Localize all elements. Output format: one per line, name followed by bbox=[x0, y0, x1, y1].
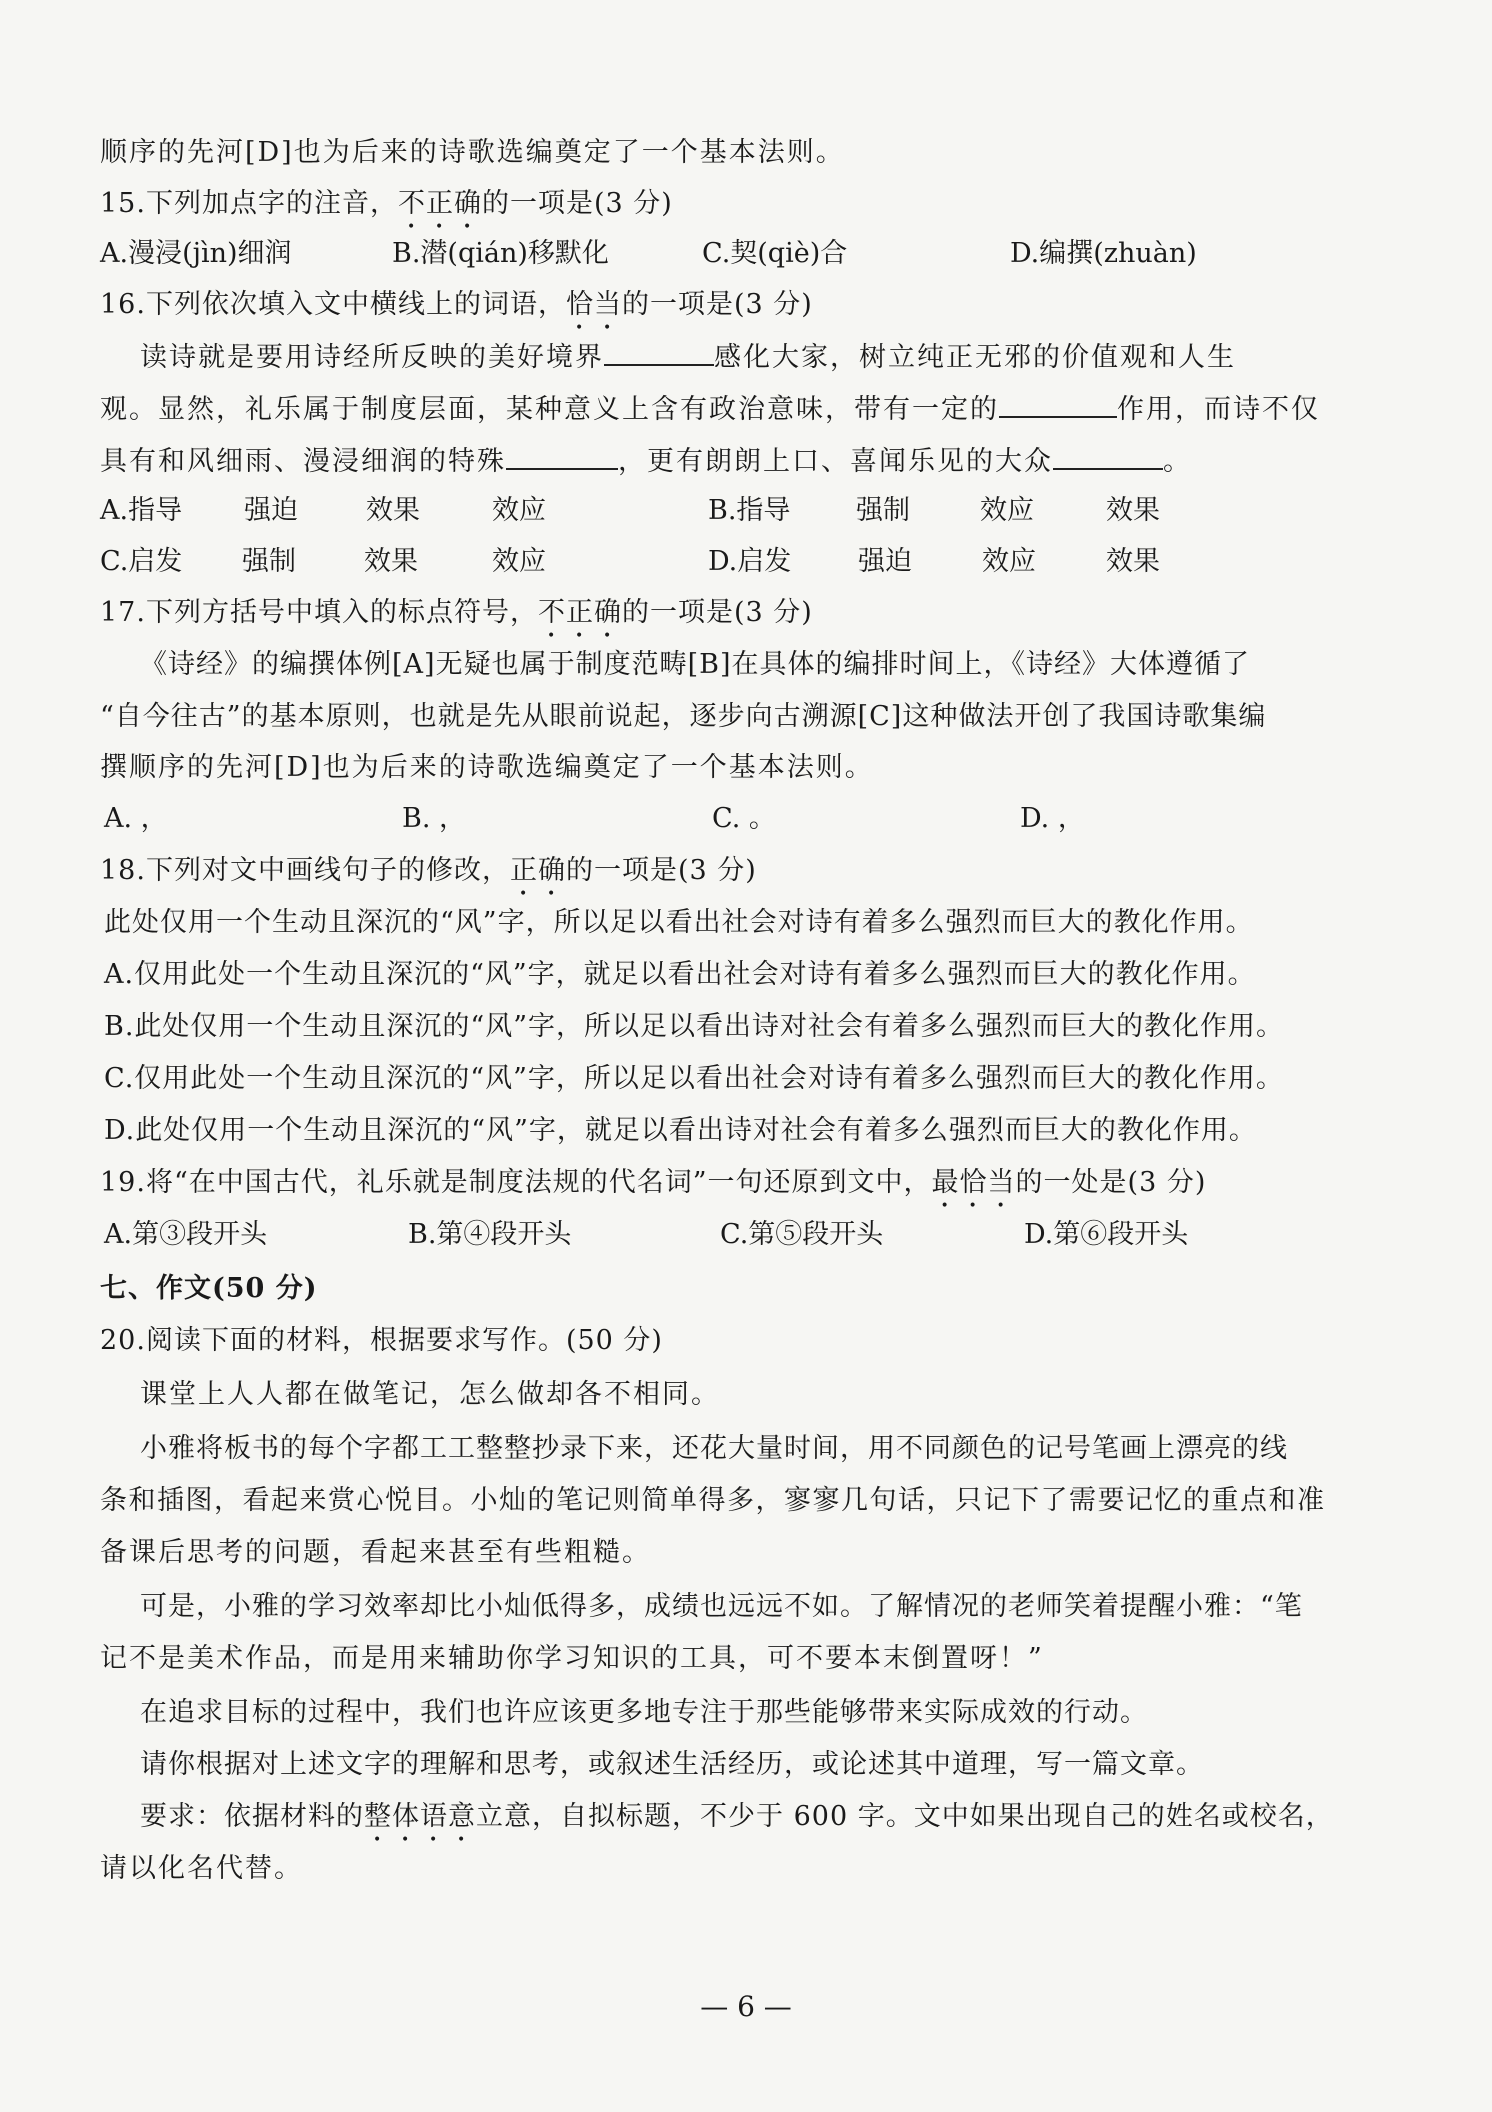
q17-option-b: B. ， bbox=[402, 803, 467, 834]
q19-option-c: C.第⑤段开头 bbox=[720, 1219, 884, 1250]
emphasis-text: 不正确 bbox=[397, 188, 482, 219]
q15-option-c: C.契(qiè)合 bbox=[702, 238, 848, 269]
emphasis-text: 最恰当 bbox=[931, 1167, 1016, 1198]
emphasis-text: 恰当 bbox=[565, 289, 622, 320]
q17-option-d: D. ， bbox=[1020, 803, 1085, 834]
question-17: 17.下列方括号中填入的标点符号，不正确的一项是(3 分) bbox=[100, 597, 813, 628]
q19-option-b: B.第④段开头 bbox=[408, 1219, 572, 1250]
question-20: 20.阅读下面的材料，根据要求写作。(50 分) bbox=[100, 1325, 663, 1356]
emphasis-text: 不正确 bbox=[537, 597, 622, 628]
q20-paragraph-2-line-1: 小雅将板书的每个字都工工整整抄录下来，还花大量时间，用不同颜色的记号笔画上漂亮的线 bbox=[140, 1433, 1288, 1464]
question-18: 18.下列对文中画线句子的修改，正确的一项是(3 分) bbox=[100, 855, 757, 886]
emphasis-text: 整体语意 bbox=[364, 1801, 476, 1832]
q16-passage-line-1: 读诗就是要用诗经所反映的美好境界 感化大家，树立纯正无邪的价值观和人生 bbox=[140, 342, 1236, 373]
continued-text: 顺序的先河[D]也为后来的诗歌选编奠定了一个基本法则。 bbox=[100, 137, 845, 168]
page-number: — 6 — bbox=[700, 1990, 792, 2023]
fill-blank-1 bbox=[604, 342, 714, 366]
section-heading: 七、作文(50 分) bbox=[100, 1273, 318, 1304]
q20-paragraph-2-line-2: 条和插图，看起来赏心悦目。小灿的笔记则简单得多，寥寥几句话，只记下了需要记忆的重点和准 bbox=[100, 1485, 1326, 1516]
q15-option-a: A.漫浸(jìn)细润 bbox=[100, 238, 292, 269]
q20-requirements-line-2: 请以化名代替。 bbox=[100, 1853, 303, 1884]
q20-paragraph-3-line-2: 记不是美术作品，而是用来辅助你学习知识的工具，可不要本末倒置呀！” bbox=[100, 1643, 1044, 1674]
q20-paragraph-1: 课堂上人人都在做笔记，怎么做却各不相同。 bbox=[140, 1379, 720, 1410]
emphasis-text: 正确 bbox=[509, 855, 566, 886]
fill-blank-2 bbox=[999, 394, 1117, 418]
question-19: 19.将“在中国古代，礼乐就是制度法规的代名词”一句还原到文中，最恰当的一处是(3 分) bbox=[100, 1167, 1207, 1198]
q19-option-a: A.第③段开头 bbox=[104, 1219, 268, 1250]
q18-option-b: B.此处仅用一个生动且深沉的“风”字，所以足以看出诗对社会有着多么强烈而巨大的教化作用。 bbox=[104, 1011, 1285, 1042]
q20-requirements: 要求：依据材料的整体语意立意，自拟标题，不少于 600 字。文中如果出现自己的姓名或校名， bbox=[140, 1801, 1334, 1832]
q20-paragraph-4: 在追求目标的过程中，我们也许应该更多地专注于那些能够带来实际成效的行动。 bbox=[140, 1697, 1148, 1728]
q18-stem-sentence: 此处仅用一个生动且深沉的“风”字，所以足以看出社会对诗有着多么强烈而巨大的教化作用。 bbox=[104, 907, 1254, 938]
q20-paragraph-5: 请你根据对上述文字的理解和思考，或叙述生活经历，或论述其中道理，写一篇文章。 bbox=[140, 1749, 1204, 1780]
q17-option-a: A. ， bbox=[104, 803, 168, 834]
exam-page: 顺序的先河[D]也为后来的诗歌选编奠定了一个基本法则。 15.下列加点字的注音，不正确的一项是(3 分) A.漫浸(jìn)细润 B.潜(qián)移默化 C.契(qiè)合 D.编撰(zhuàn) 16.下列依次填入文中横线上的词语，恰当的一项是(3 分) 读诗就是要用诗经所反映的美好境界 感化大家，树立纯正无邪的价值观和人生 观。显然，礼乐属于制度层面，某种意义上含有政治意味，带有一定的 作用，而诗不仅 具有和风细雨、漫浸细润的特殊 ，更有朗朗上口、喜闻乐见的大众 。 A.指导 强迫 效果 效应 B.指导 强制 效应 效果 C.启发 强制 效果 效应 D.启发 强迫 效应 效果 17.下列方括号中填入的标点符号，不正确的一项是(3 分) 《诗经》的编撰体例[A]无疑也属于制度范畴[B]在具体的编排时间上，《诗经》大体遵循了 “自今往古”的基本原则，也就是先从眼前说起，逐步向古溯源[C]这种做法开创了我国诗歌集编 撰顺序的先河[D]也为后来的诗歌选编奠定了一个基本法则。 A. ， B. ， C. 。 D. ， 18.下列对文中画线句子的修改，正确的一项是(3 分) 此处仅用一个生动且深沉的“风”字，所以足以看出社会对诗有着多么强烈而巨大的教化作用。 A.仅用此处一个生动且深沉的“风”字，就足以看出社会对诗有着多么强烈而巨大的教化作用。 B.此处仅用一个生动且深沉的“风”字，所以足以看出诗对社会有着多么强烈而巨大的教化作用。 C.仅用此处一个生动且深沉的“风”字，所以足以看出社会对诗有着多么强烈而巨大的教化作用。 D.此处仅用一个生动且深沉的“风”字，就足以看出诗对社会有着多么强烈而巨大的教化作用。 19.将“在中国古代，礼乐就是制度法规的代名词”一句还原到文中，最恰当的一处是(3 分) A.第③段开头 B.第④段开头 C.第⑤段开头 D.第⑥段开头 七、作文(50 分) 20.阅读下面的材料，根据要求写作。(50 分) 课堂上人人都在做笔记，怎么做却各不相同。 小雅将板书的每个字都工工整整抄录下来，还花大量时间，用不同颜色的记号笔画上漂亮的线 条和插图，看起来赏心悦目。小灿的笔记则简单得多，寥寥几句话，只记下了需要记忆的重点和准 备课后思考的问题，看起来甚至有些粗糙。 可是，小雅的学习效率却比小灿低得多，成绩也远远不如。了解情况的老师笑着提醒小雅：“笔 记不是美术作品，而是用来辅助你学习知识的工具，可不要本末倒置呀！” 在追求目标的过程中，我们也许应该更多地专注于那些能够带来实际成效的行动。 请你根据对上述文字的理解和思考，或叙述生活经历，或论述其中道理，写一篇文章。 要求：依据材料的整体语意立意，自拟标题，不少于 600 字。文中如果出现自己的姓名或校名， 请以化名代替。 — 6 — bbox=[0, 0, 1492, 2112]
q20-paragraph-3-line-1: 可是，小雅的学习效率却比小灿低得多，成绩也远远不如。了解情况的老师笑着提醒小雅：“笔 bbox=[140, 1591, 1303, 1622]
q19-option-d: D.第⑥段开头 bbox=[1024, 1219, 1189, 1250]
q18-option-a: A.仅用此处一个生动且深沉的“风”字，就足以看出社会对诗有着多么强烈而巨大的教化作用。 bbox=[104, 959, 1256, 990]
q17-passage-line-3: 撰顺序的先河[D]也为后来的诗歌选编奠定了一个基本法则。 bbox=[100, 752, 874, 783]
q17-passage-line-2: “自今往古”的基本原则，也就是先从眼前说起，逐步向古溯源[C]这种做法开创了我国诗歌集编 bbox=[100, 701, 1267, 732]
question-15: 15.下列加点字的注音，不正确的一项是(3 分) bbox=[100, 188, 673, 219]
q20-paragraph-2-line-3: 备课后思考的问题，看起来甚至有些粗糙。 bbox=[100, 1537, 651, 1568]
q18-option-c: C.仅用此处一个生动且深沉的“风”字，所以足以看出社会对诗有着多么强烈而巨大的教化作用。 bbox=[104, 1063, 1284, 1094]
q17-option-c: C. 。 bbox=[712, 803, 776, 834]
q15-option-b: B.潜(qián)移默化 bbox=[392, 238, 609, 269]
q16-passage-line-3: 具有和风细雨、漫浸细润的特殊 ，更有朗朗上口、喜闻乐见的大众 。 bbox=[100, 446, 1192, 477]
fill-blank-4 bbox=[1053, 446, 1163, 470]
q18-option-d: D.此处仅用一个生动且深沉的“风”字，就足以看出诗对社会有着多么强烈而巨大的教化作用。 bbox=[104, 1115, 1257, 1146]
q15-option-d: D.编撰(zhuàn) bbox=[1010, 238, 1197, 269]
q17-passage-line-1: 《诗经》的编撰体例[A]无疑也属于制度范畴[B]在具体的编排时间上，《诗经》大体遵循了 bbox=[140, 649, 1250, 680]
fill-blank-3 bbox=[506, 446, 618, 470]
q16-passage-line-2: 观。显然，礼乐属于制度层面，某种意义上含有政治意味，带有一定的 作用，而诗不仅 bbox=[100, 394, 1320, 425]
question-16: 16.下列依次填入文中横线上的词语，恰当的一项是(3 分) bbox=[100, 289, 813, 320]
